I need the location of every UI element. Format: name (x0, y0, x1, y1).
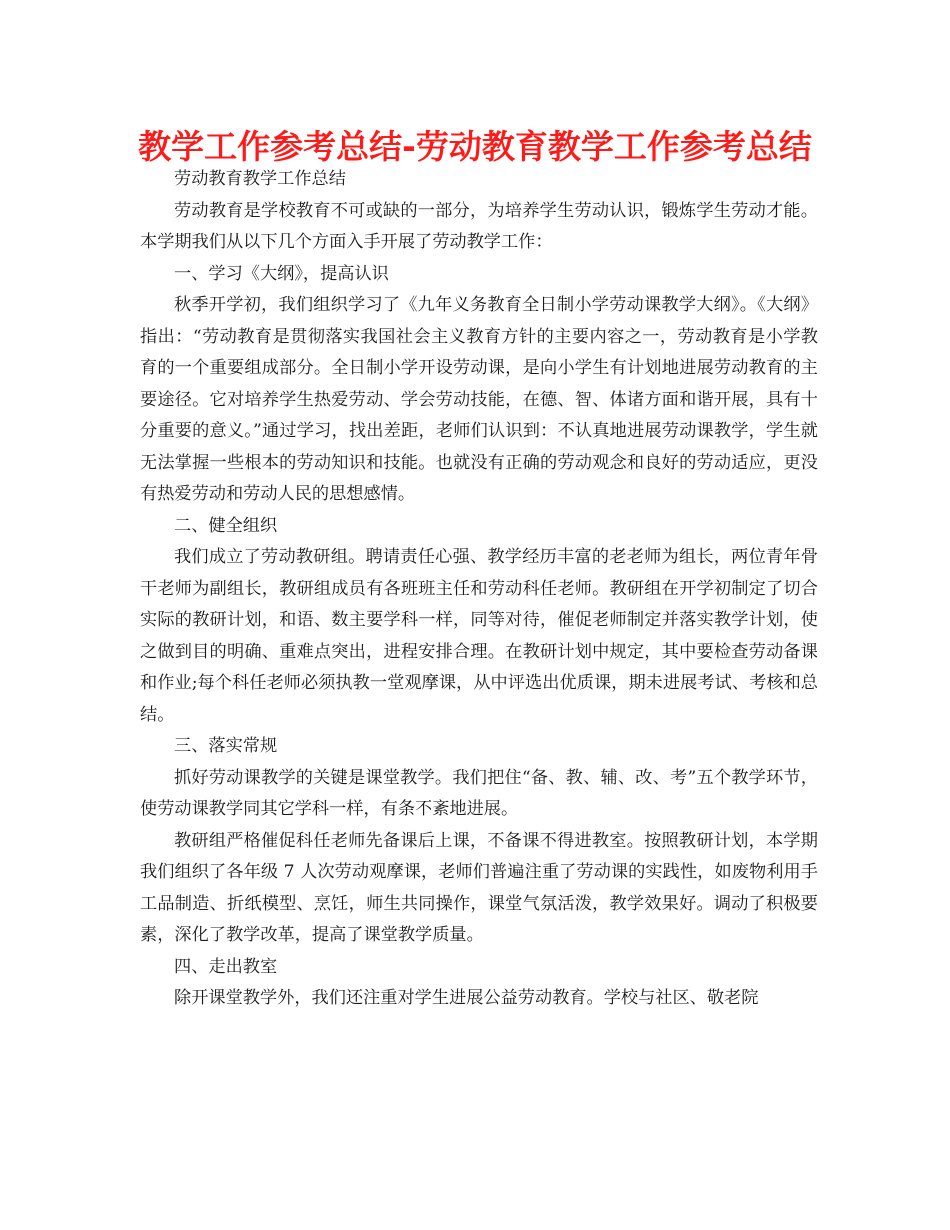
document-title: 教学工作参考总结-劳动教育教学工作参考总结 (138, 127, 812, 166)
section-heading-4: 四、走出教室 (174, 956, 278, 977)
section-4-paragraph: 除开课堂教学外，我们还注重对学生进展公益劳动教育。学校与社区、敬老院 (174, 988, 759, 1008)
section-3-paragraph-2: 教研组严格催促科任老师先备课后上课，不备课不得进教室。按照教研计划，本学期我们组织了各年级 7 人次劳动观摩课，老师们普遍注重了劳动课的实践性，如废物利用手工品制造、折纸模型、烹饪，师生共同操作，课堂气氛活泼，教学效果好。调动了积极要素，深化了教学改革，提高了课堂教学质量。 (140, 830, 818, 945)
document-body (140, 164, 818, 1015)
section-heading-2: 二、健全组织 (174, 515, 278, 536)
section-1-paragraph: 秋季开学初，我们组织学习了《九年义务教育全日制小学劳动课教学大纲》。《大纲》指出：“劳动教育是贯彻落实我国社会主义教育方针的主要内容之一，劳动教育是小学教育的一个重要组成部分。全日制小学开设劳动课，是向小学生有计划地进展劳动教育的主要途径。它对培养学生热爱劳动、学会劳动技能，在德、智、体诸方面和谐开展，具有十分重要的意义。”通过学习，找出差距，老师们认识到：不认真地进展劳动课教学，学生就无法掌握一些根本的劳动知识和技能。也就没有正确的劳动观念和良好的劳动适应，更没有热爱劳动和劳动人民的思想感情。 (140, 295, 818, 504)
section-3-paragraph-1: 抓好劳动课教学的关键是课堂教学。我们把住“备、教、辅、改、考”五个教学环节，使劳动课教学同其它学科一样，有条不紊地进展。 (140, 767, 818, 819)
intro-paragraph: 劳动教育是学校教育不可或缺的一部分，为培养学生劳动认识，锻炼学生劳动才能。本学期我们从以下几个方面入手开展了劳动教学工作： (140, 200, 818, 252)
section-heading-1: 一、学习《大纲》，提高认识 (174, 263, 389, 284)
subtitle-paragraph: 劳动教育教学工作总结 (174, 169, 346, 189)
section-heading-3: 三、落实常规 (174, 736, 278, 756)
section-2-paragraph: 我们成立了劳动教研组。聘请责任心强、教学经历丰富的老老师为组长，两位青年骨干老师为副组长，教研组成员有各班班主任和劳动科任老师。教研组在开学初制定了切合实际的教研计划，和语、数主要学科一样，同等对待，催促老师制定并落实教学计划，使之做到目的明确、重难点突出，进程安排合理。在教研计划中规定，其中要检查劳动备课和作业;每个科任老师必须执教一堂观摩课，从中评选出优质课，期未进展考试、考核和总结。 (140, 547, 818, 725)
